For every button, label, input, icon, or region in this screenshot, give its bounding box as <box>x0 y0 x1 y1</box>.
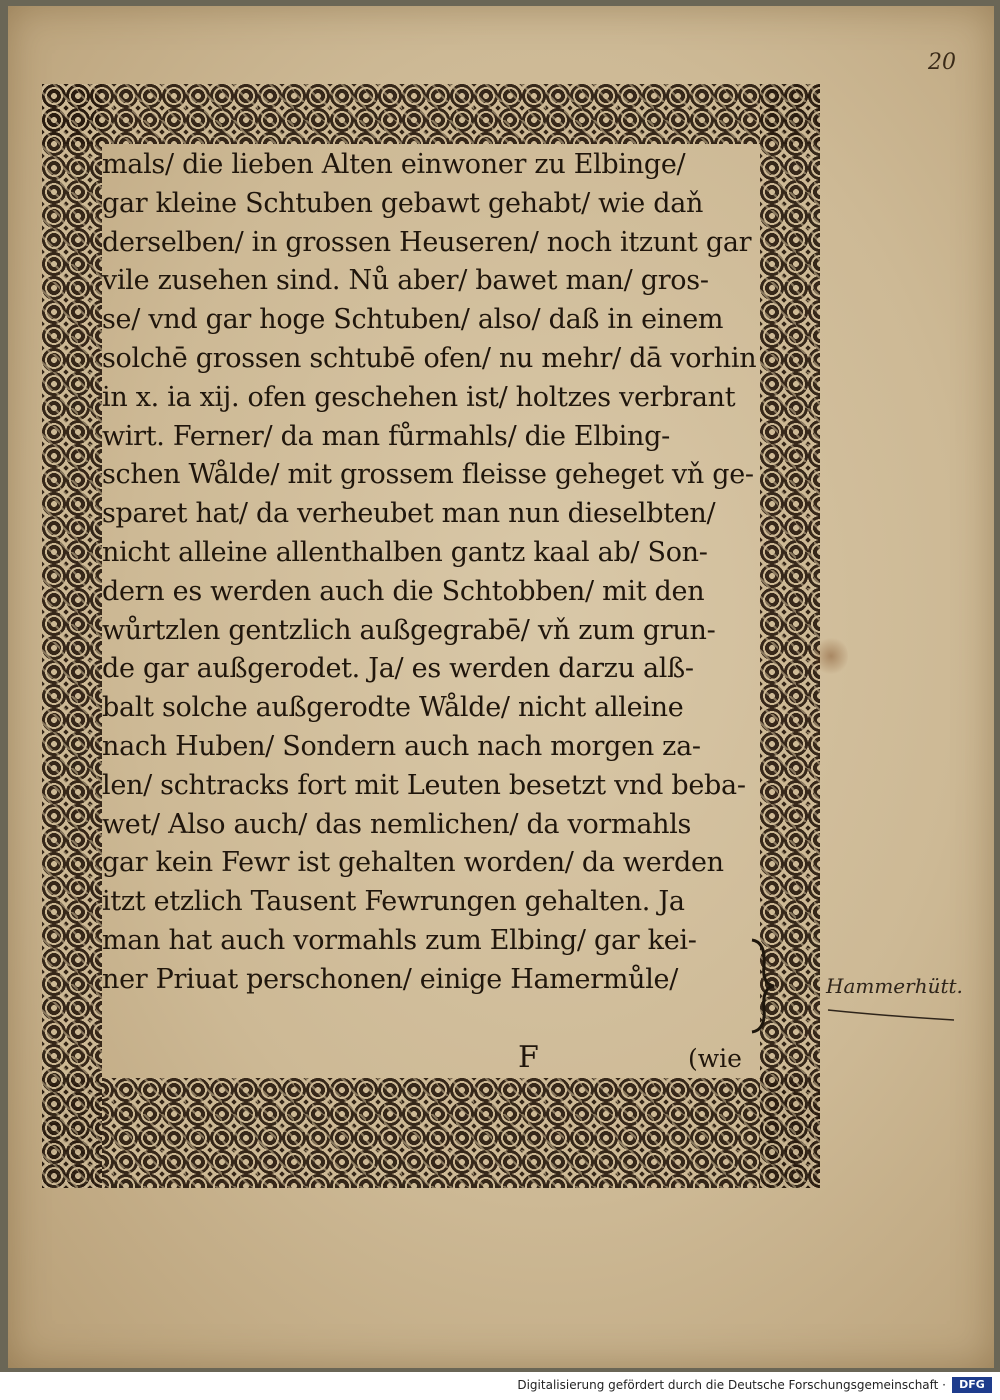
text-line: wirt. Ferner/ da man fůrmahls/ die Elbing- <box>102 420 670 452</box>
signature-mark: F <box>518 1040 539 1075</box>
ornamental-border-bottom <box>42 1078 820 1188</box>
text-line: solchē grossen schtubē ofen/ nu mehr/ dā vorhin <box>102 342 757 374</box>
book-page <box>8 6 994 1368</box>
text-line: se/ vnd gar hoge Schtuben/ also/ daß in einem <box>102 304 724 336</box>
text-line: wet/ Also auch/ das nemlichen/ da vormahls <box>102 808 692 840</box>
text-line: schen Wålde/ mit grossem fleisse geheget vň ge- <box>102 459 754 491</box>
dfg-logo: DFG <box>952 1377 992 1393</box>
text-line: in x. ia xij. ofen geschehen ist/ holtzes verbrant <box>102 381 736 413</box>
text-line: gar kein Fewr ist gehalten worden/ da werden <box>102 847 724 879</box>
text-line: dern es werden auch die Schtobben/ mit den <box>102 575 705 607</box>
text-line: gar kleine Schtuben gebawt gehabt/ wie daň <box>102 187 704 219</box>
folio-number: 20 <box>928 50 956 75</box>
footer-bar <box>0 1372 1000 1400</box>
margin-brace-icon <box>748 936 778 1036</box>
text-line: wůrtzlen gentzlich außgegrabē/ vň zum grun- <box>102 614 716 646</box>
text-line: derselben/ in grossen Heuseren/ noch itzunt gar <box>102 226 752 258</box>
ornamental-border-top <box>42 84 820 144</box>
text-line: de gar außgerodet. Ja/ es werden darzu alß- <box>102 653 694 685</box>
ornamental-border-left <box>42 84 102 1188</box>
paper-stain <box>814 636 848 676</box>
text-line: balt solche außgerodte Wålde/ nicht alleine <box>102 692 684 724</box>
catchword: (wie <box>688 1044 742 1073</box>
text-line: len/ schtracks fort mit Leuten besetzt vnd beba- <box>102 769 746 801</box>
text-line: mals/ die lieben Alten einwoner zu Elbinge/ <box>102 149 686 180</box>
text-line: nach Huben/ Sondern auch nach morgen za- <box>102 730 701 762</box>
annotation-underline-icon <box>826 1006 956 1026</box>
marginal-annotation: Hammerhütt. <box>826 974 963 998</box>
text-line: man hat auch vormahls zum Elbing/ gar kei- <box>102 924 697 956</box>
funding-credit: Digitalisierung gefördert durch die Deutsche Forschungsgemeinschaft · <box>517 1378 946 1392</box>
text-line: nicht alleine allenthalben gantz kaal ab/ Son- <box>102 536 708 568</box>
text-line: itzt etzlich Tausent Fewrungen gehalten. Ja <box>102 886 685 918</box>
text-line: vile zusehen sind. Nů aber/ bawet man/ gros- <box>102 265 709 297</box>
text-line: ner Priuat perschonen/ einige Hamermůle/ <box>102 963 679 995</box>
text-line: sparet hat/ da verheubet man nun dieselbten/ <box>102 498 716 530</box>
body-text <box>102 146 770 1000</box>
